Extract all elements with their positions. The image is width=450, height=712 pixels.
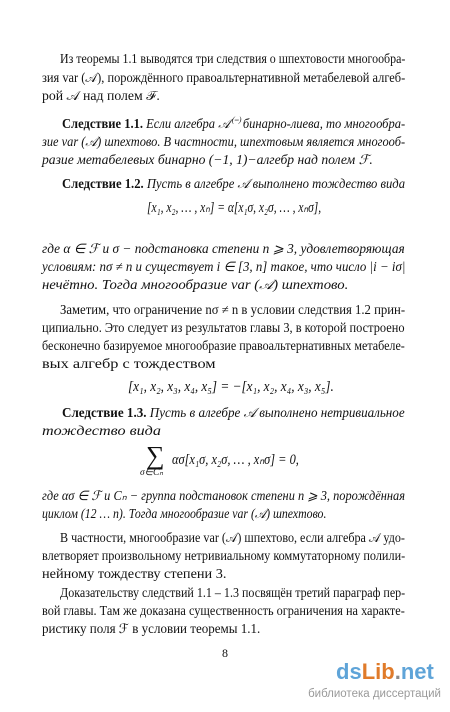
text-line: Из теоремы 1.1 выводятся три следствия о шпехтовости многообра-	[60, 51, 406, 66]
text-line	[62, 177, 405, 190]
text-line	[42, 278, 348, 291]
text-line	[62, 117, 405, 130]
corollary-text: тождество вида	[42, 423, 161, 438]
text-line: бесконечно базируемое многообразие правоальтернативных метабеле-	[42, 338, 405, 353]
corollary-text: нечётно. Тогда многообразие var (𝒜) шпехтово.	[42, 277, 349, 292]
watermark-logo-ds: ds	[336, 659, 362, 684]
corollary-heading: Следствие 1.1.	[62, 116, 147, 131]
corollary-heading: Следствие 1.2.	[62, 176, 147, 191]
corollary-text: разие метабелевых бинарно (−1, 1)−алгебр над полем ℱ.	[42, 152, 373, 167]
corollary-text: циклом (12 … n). Тогда многообразие var (𝒜) шпехтово.	[42, 506, 327, 521]
text-line	[42, 260, 405, 273]
text-line	[42, 489, 405, 502]
watermark-logo	[336, 659, 441, 685]
text-line: влетворяет произвольному нетривиальному коммутаторному полили-	[42, 548, 406, 563]
text-line	[42, 242, 405, 255]
text-line: нейному тождеству степени 3.	[42, 566, 227, 581]
watermark-logo-lib: Lib	[361, 659, 395, 684]
text-line: Доказательству следствий 1.1 – 1.3 посвящён третий параграф пер-	[60, 585, 406, 600]
text-line	[42, 507, 326, 520]
corollary-text: где ασ ∈ ℱ и Cₙ − группа подстановок степени n ⩾ 3, порождённая	[42, 488, 405, 503]
formula-identity-1: [x₁, x₂, … , xₙ] = α[x₁σ, x₂σ, … , xₙσ],	[147, 200, 322, 216]
formula-identity-3: ασ[x₁σ, x₂σ, … , xₙσ] = 0,	[172, 452, 299, 468]
corollary-text: Пусть в алгебре 𝒜 выполнено нетривиальное	[149, 405, 405, 420]
corollary-text: Если алгебра 𝒜⁽⁻⁾ бинарно-лиева, то многообра-	[146, 116, 406, 131]
watermark-subtitle: библиотека диссертаций	[308, 688, 441, 700]
text-line: ристику поля ℱ в условии теоремы 1.1.	[42, 621, 261, 636]
formula-sum-index: σ∈Cₙ	[140, 468, 164, 478]
corollary-text: условиям: nσ ≠ n и существует i ∈ [3, n] такое, что число |i − iσ|	[42, 259, 406, 274]
text-line	[42, 424, 161, 437]
text-line	[42, 153, 373, 166]
text-line: зия var (𝒜), порождённого правоальтернативной метабелевой алгеб-	[42, 70, 406, 85]
text-line: вых алгебр с тождеством	[42, 356, 216, 371]
text-line: Заметим, что ограничение nσ ≠ n в условии следствия 1.2 прин-	[60, 302, 406, 317]
formula-sum-symbol: ∑	[146, 441, 165, 470]
corollary-text: Пусть в алгебре 𝒜 выполнено тождество вида	[146, 176, 406, 191]
text-line: вой главы. Там же доказана существенность ограничения на характе-	[42, 603, 405, 618]
text-line: В частности, многообразие var (𝒜) шпехтово, если алгебра 𝒜 удо-	[60, 530, 405, 545]
formula-identity-2: [x₁, x₂, x₃, x₄, x₅] = −[x₁, x₂, x₄, x₃, x₅].	[128, 379, 334, 395]
text-line: ципиально. Это следует из результатов главы 3, в которой построено	[42, 320, 405, 335]
text-line	[42, 135, 405, 148]
watermark-logo-net: net	[400, 659, 434, 684]
watermark-logo-dot: .	[394, 659, 401, 684]
text-line	[62, 406, 405, 419]
corollary-text: зие var (𝒜) шпехтово. В частности, шпехтовым является многооб-	[42, 134, 406, 149]
text-line: рой 𝒜 над полем ℱ.	[42, 88, 160, 103]
corollary-text: где α ∈ ℱ и σ − подстановка степени n ⩾ 3, удовлетворяющая	[42, 241, 405, 256]
page-number: 8	[222, 646, 228, 660]
corollary-heading: Следствие 1.3.	[62, 405, 150, 420]
